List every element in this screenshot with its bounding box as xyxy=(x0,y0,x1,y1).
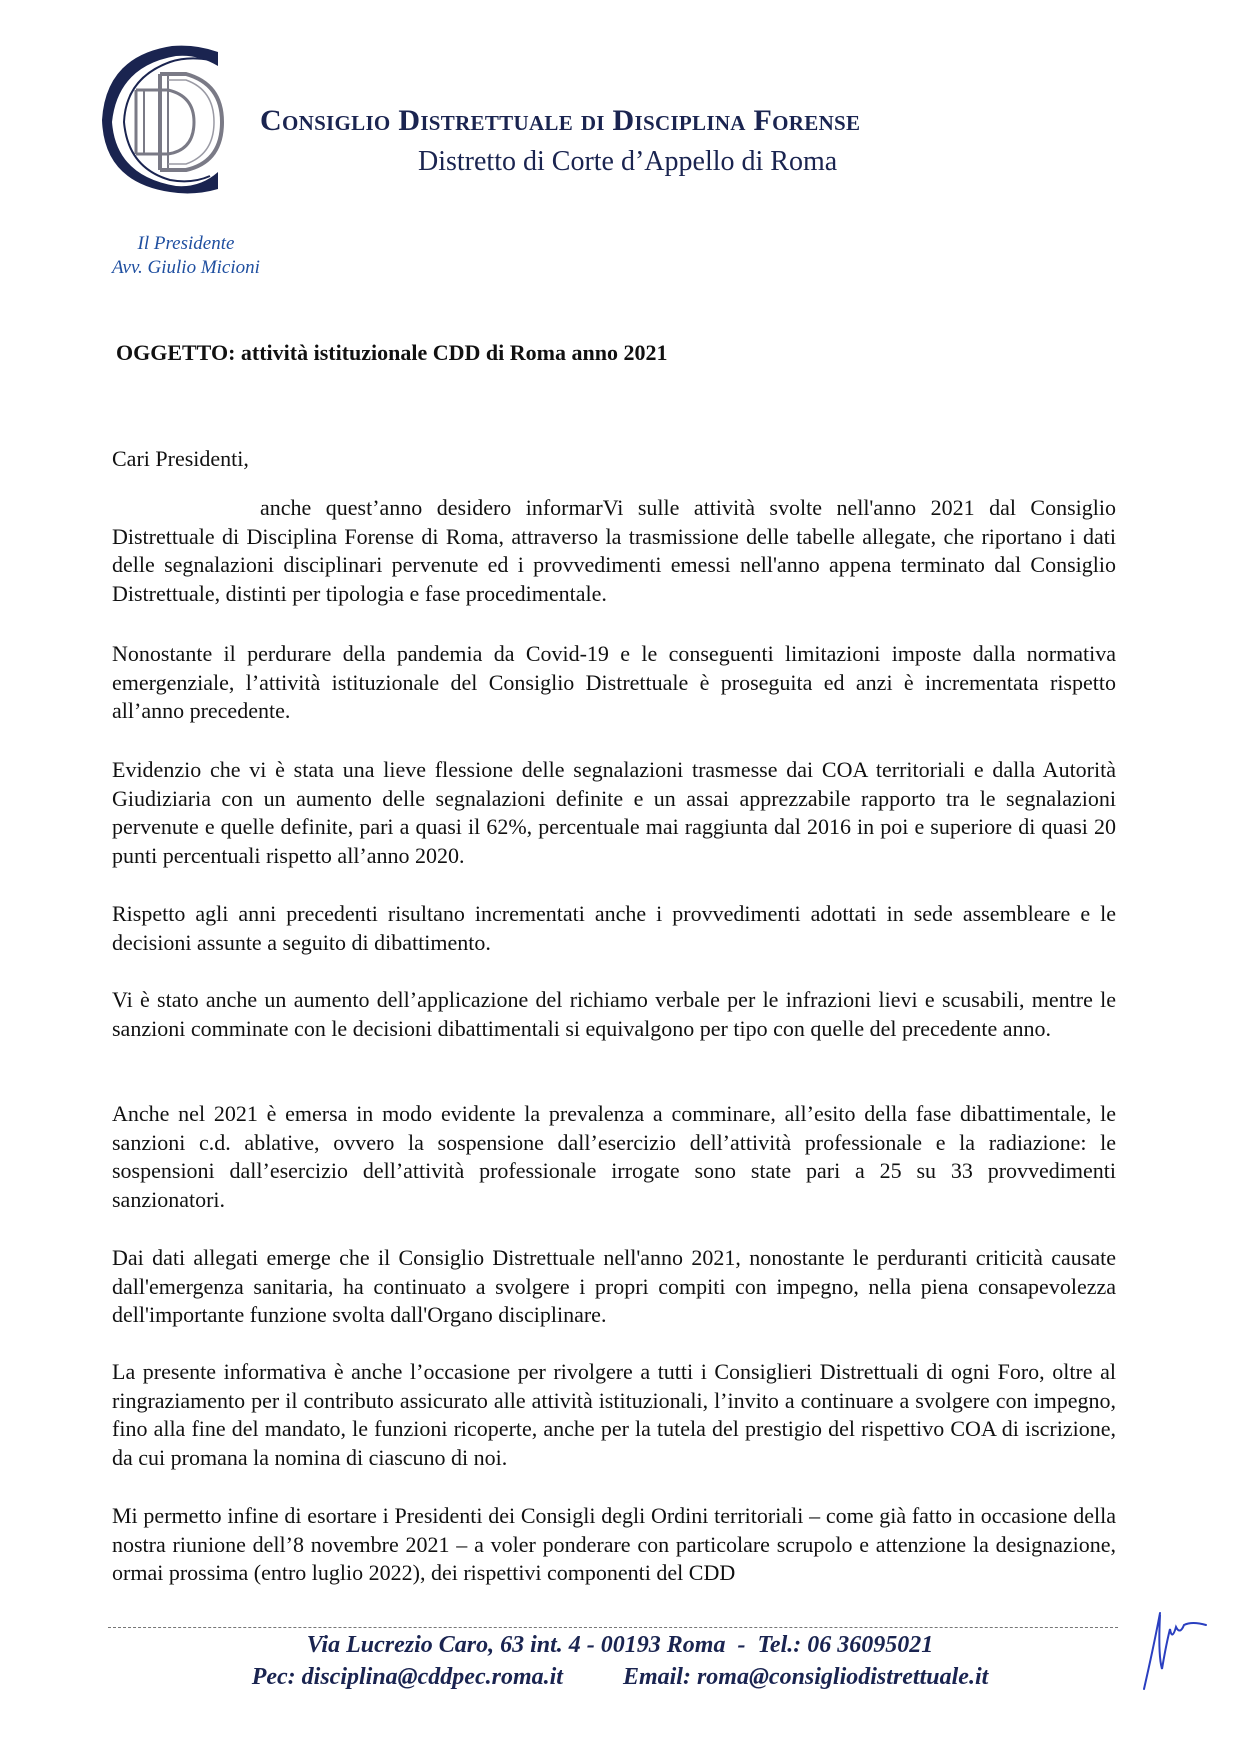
paragraph-7: Dai dati allegati emerge che il Consiglio Distrettuale nell'anno 2021, nonostante le perduranti criticità causate dall'emergenza sanitaria, ha continuato a svolgere i propri compiti con impegno, nella piena consapevolezza dell'importante funzione svolta dall'Organo disciplinare. xyxy=(112,1245,1116,1327)
organization-name: Consiglio Distrettuale di Disciplina Forense xyxy=(260,104,861,137)
paragraph-6: Anche nel 2021 è emersa in modo evidente la prevalenza a comminare, all’esito della fase dibattimentale, le sanzioni c.d. ablative, ovvero la sospensione dall’esercizio dell’attività professionale e la radiazione: le sospensioni dall’esercizio dell’attività professionale irrogate sono state pari a 25 su 33 provvedimenti sanzionatori. xyxy=(112,1101,1116,1212)
sender-block xyxy=(112,232,260,280)
sender-name: Avv. Giulio Micioni xyxy=(112,257,260,278)
greeting: Cari Presidenti, xyxy=(112,446,249,471)
cdd-logo-icon xyxy=(98,44,238,194)
footer-address: Via Lucrezio Caro, 63 int. 4 - 00193 Roma - Tel.: 06 36095021 xyxy=(306,1632,934,1658)
paragraph-5: Vi è stato anche un aumento dell’applicazione del richiamo verbale per le infrazioni lievi e scusabili, mentre le sanzioni comminate con le decisioni dibattimentali si equivalgono per tipo con quelle del precedente anno. xyxy=(112,987,1116,1041)
signature-icon xyxy=(1140,1605,1210,1705)
paragraph-2: Nonostante il perdurare della pandemia da Covid-19 e le conseguenti limitazioni imposte dalla normativa emergenziale, l’attività istituzionale del Consiglio Distrettuale è proseguita ed anzi è incrementata rispetto all’anno precedente. xyxy=(112,641,1116,723)
paragraph-4: Rispetto agli anni precedenti risultano incrementati anche i provvedimenti adottati in sede assembleare e le decisioni assunte a seguito di dibattimento. xyxy=(112,901,1116,955)
paragraph-1: anche quest’anno desidero informarVi sulle attività svolte nell'anno 2021 dal Consiglio Distrettuale di Disciplina Forense di Roma, attraverso la trasmissione delle tabelle allegate, che riportano i dati delle segnalazioni disciplinari pervenute ed i provvedimenti emessi nell'anno appena terminato dal Consiglio Distrettuale, distinti per tipologia e fase procedimentale. xyxy=(112,495,1116,606)
paragraph-9: Mi permetto infine di esortare i Presidenti dei Consigli degli Ordini territoriali – come già fatto in occasione della nostra riunione dell’8 novembre 2021 – a voler ponderare con particolare scrupolo e attenzione la designazione, ormai prossima (entro luglio 2022), dei rispettivi componenti del CDD xyxy=(112,1503,1116,1585)
district-name: Distretto di Corte d’Appello di Roma xyxy=(418,146,838,177)
footer-divider xyxy=(108,1627,1118,1628)
subject-line: OGGETTO: attività istituzionale CDD di Roma anno 2021 xyxy=(116,340,668,365)
paragraph-8: La presente informativa è anche l’occasione per rivolgere a tutti i Consiglieri Distrettuali di ogni Foro, oltre al ringraziamento per il contributo assicurato alle attività istituzionali, l’invito a continuare a svolgere con impegno, fino alla fine del mandato, le funzioni ricoperte, anche per la tutela del prestigio del rispettivo COA di iscrizione, da cui promana la nomina di ciascuno di noi. xyxy=(112,1359,1116,1470)
footer-contacts: Pec: disciplina@cddpec.roma.it Email: roma@consigliodistrettuale.it xyxy=(251,1664,989,1690)
sender-role: Il Presidente xyxy=(137,233,235,254)
paragraph-3: Evidenzio che vi è stata una lieve flessione delle segnalazioni trasmesse dai COA territoriali e dalla Autorità Giudiziaria con un aumento delle segnalazioni definite e un assai apprezzabile rapporto tra le segnalazioni pervenute e quelle definite, pari a quasi il 62%, percentuale mai raggiunta dal 2016 in poi e superiore di quasi 20 punti percentuali rispetto all’anno 2020. xyxy=(112,757,1116,868)
